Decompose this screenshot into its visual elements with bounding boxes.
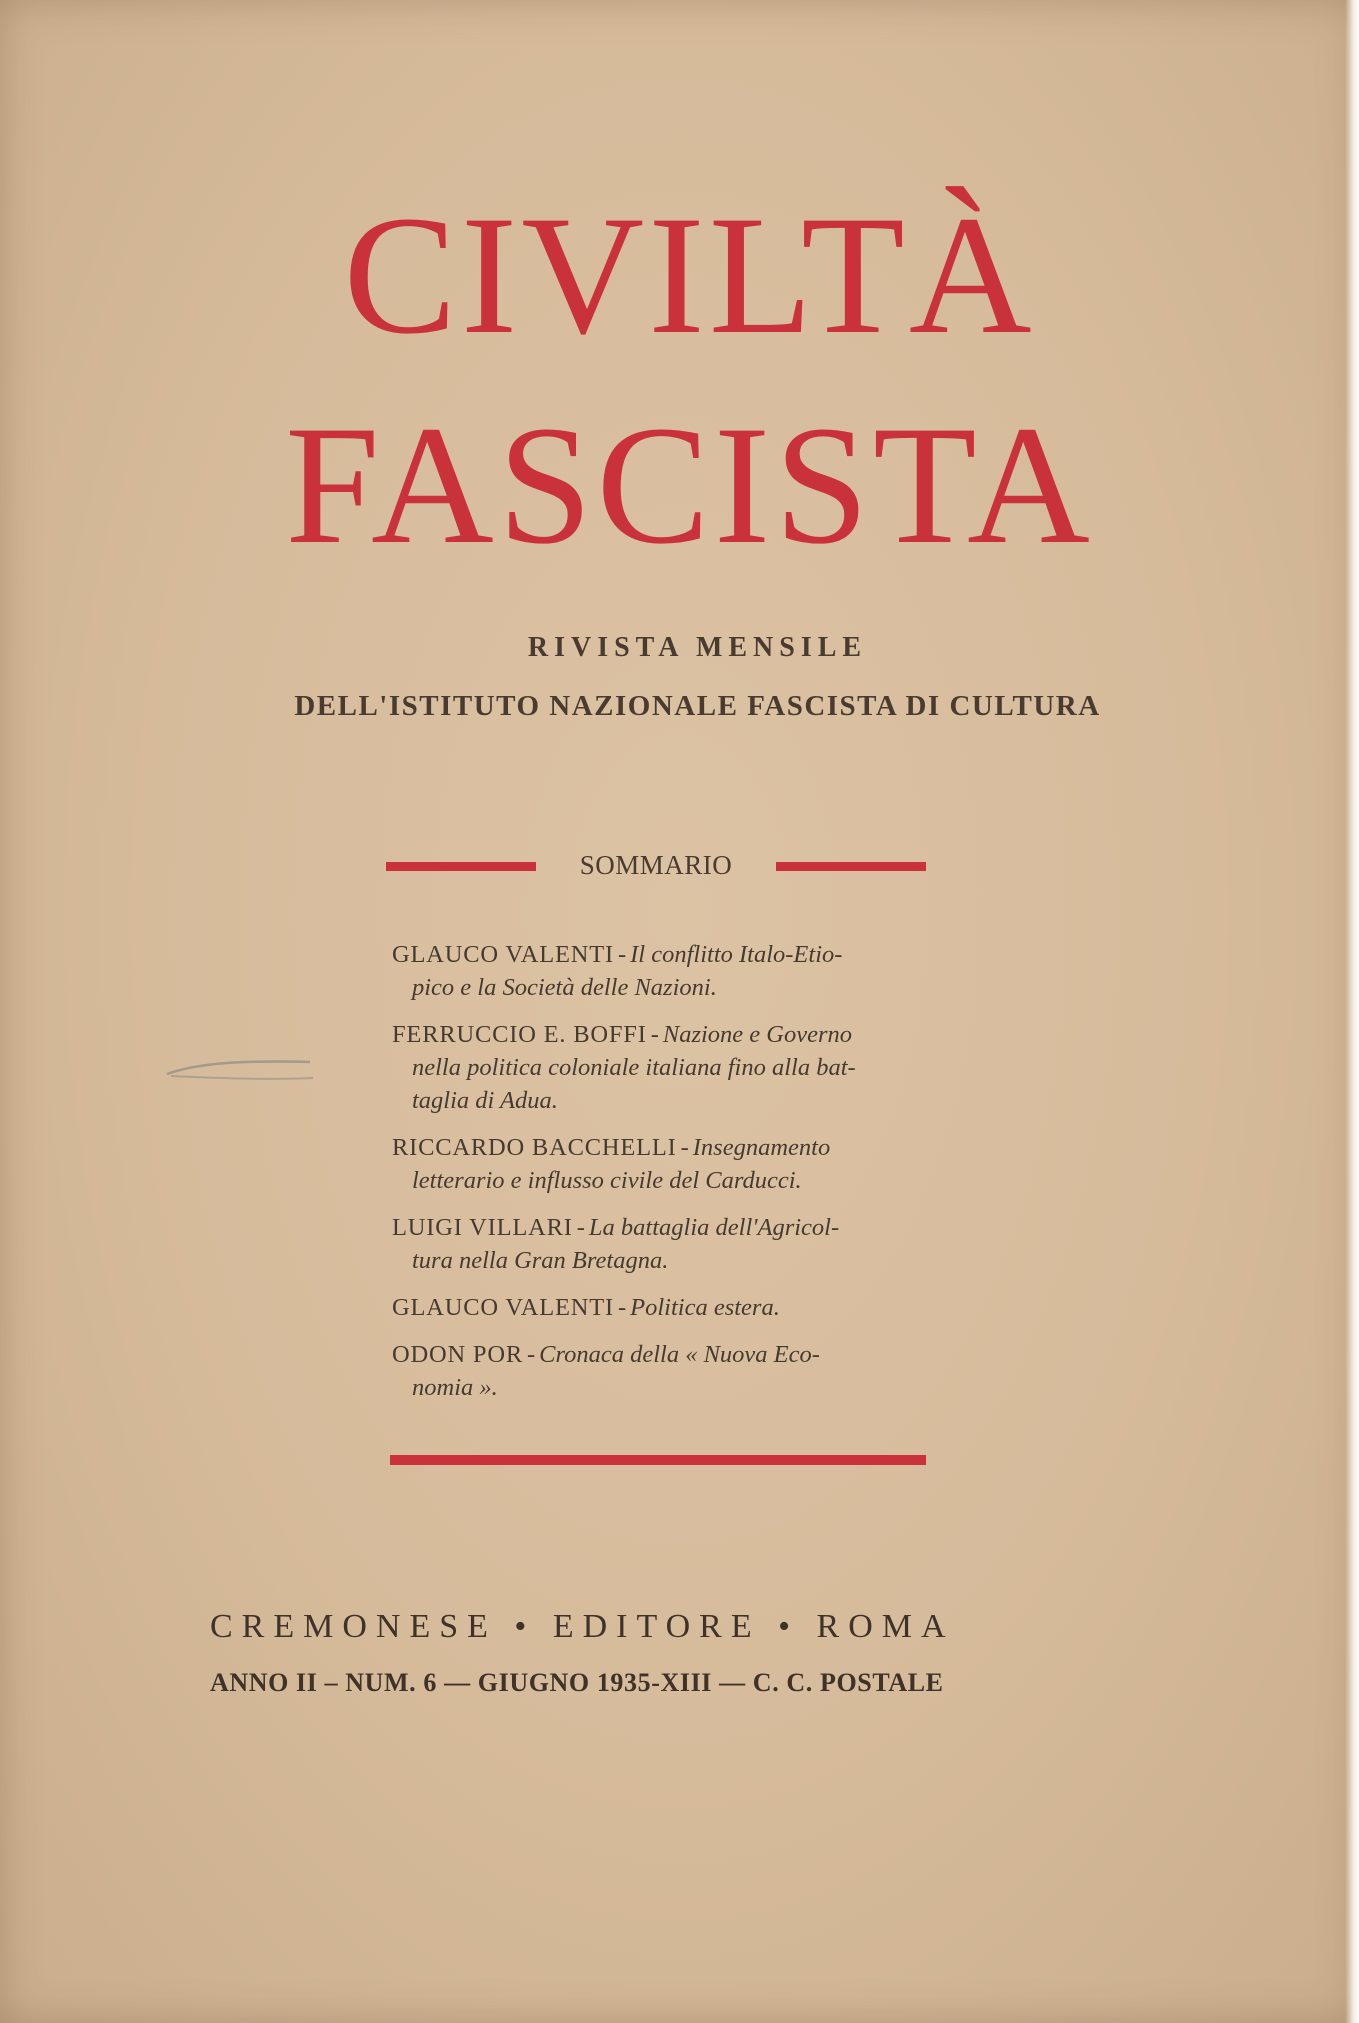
sommario-label: SOMMARIO bbox=[579, 850, 733, 880]
toc-entry bbox=[390, 1291, 930, 1324]
toc-title-continued: tura nella Gran Bretagna. bbox=[412, 1247, 669, 1274]
toc-title-continued: pico e la Società delle Nazioni. bbox=[412, 974, 717, 1001]
toc-entry bbox=[390, 1211, 930, 1277]
toc-title: Nazione e Governo bbox=[662, 1021, 853, 1048]
toc-title-continued: nomia ». bbox=[412, 1374, 498, 1401]
toc-title-continued: letterario e influsso civile del Carducci. bbox=[412, 1167, 802, 1194]
sommario-rule-bottom bbox=[390, 1455, 926, 1465]
toc-entry bbox=[390, 1018, 930, 1117]
publisher-line: CREMONESE • EDITORE • ROMA bbox=[210, 1608, 955, 1645]
toc-author: ODON POR bbox=[392, 1341, 523, 1368]
toc-title: Politica estera. bbox=[630, 1294, 780, 1321]
pencil-mark bbox=[165, 1052, 315, 1092]
toc-separator: - bbox=[650, 1021, 659, 1048]
title-line-2: FASCISTA bbox=[285, 391, 1094, 579]
subtitle-line-2: DELL'ISTITUTO NAZIONALE FASCISTA DI CULTURA bbox=[294, 690, 1101, 722]
issue-line: ANNO II – NUM. 6 — GIUGNO 1935-XIII — C. C. POSTALE bbox=[210, 1668, 944, 1697]
toc-title: Insegnamento bbox=[692, 1134, 831, 1161]
toc-title: Cronaca della « Nuova Eco- bbox=[539, 1341, 820, 1368]
toc-author: GLAUCO VALENTI bbox=[392, 1294, 614, 1321]
toc-separator: - bbox=[617, 941, 627, 968]
toc-entry bbox=[390, 1338, 930, 1404]
toc-author: LUIGI VILLARI bbox=[392, 1214, 573, 1241]
toc-separator: - bbox=[680, 1134, 689, 1161]
toc-author: RICCARDO BACCHELLI bbox=[392, 1134, 677, 1161]
toc-title-continued: nella politica coloniale italiana fino alla bat- bbox=[412, 1054, 856, 1081]
toc-title: Il conflitto Italo-Etio- bbox=[630, 941, 843, 968]
toc-entry bbox=[390, 1131, 930, 1197]
toc-separator: - bbox=[617, 1294, 627, 1321]
subtitle-line-1: RIVISTA MENSILE bbox=[527, 632, 868, 663]
toc-entry bbox=[390, 938, 930, 1004]
sommario-rule-left bbox=[386, 862, 536, 871]
toc-separator: - bbox=[576, 1214, 585, 1241]
toc-title: La battaglia dell'Agricol- bbox=[588, 1214, 840, 1241]
sommario-header bbox=[386, 850, 926, 884]
toc-author: GLAUCO VALENTI bbox=[392, 941, 614, 968]
table-of-contents bbox=[390, 938, 930, 1418]
toc-author: FERRUCCIO E. BOFFI bbox=[392, 1021, 647, 1048]
toc-title-continued: taglia di Adua. bbox=[412, 1087, 558, 1114]
sommario-rule-right bbox=[776, 862, 926, 871]
title-line-1: CIVILTÀ bbox=[343, 181, 1036, 369]
toc-separator: - bbox=[526, 1341, 536, 1368]
